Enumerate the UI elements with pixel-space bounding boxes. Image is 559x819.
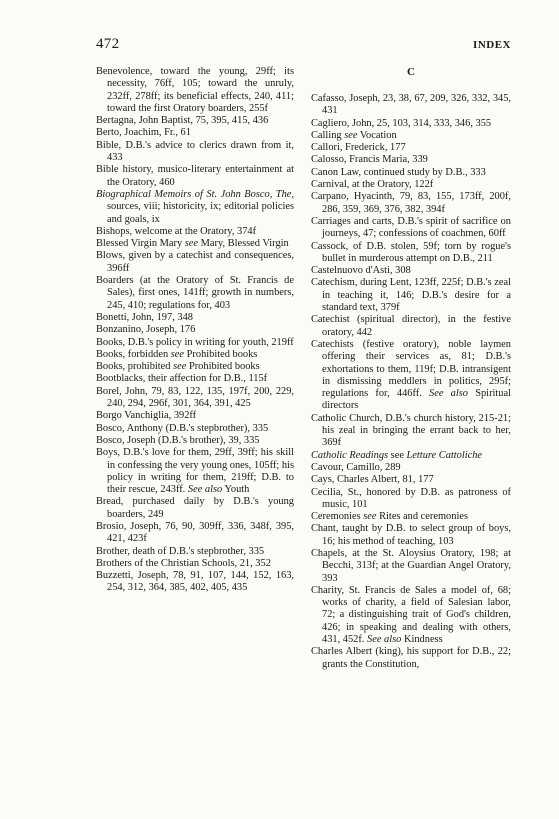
index-entry: Bishops, welcome at the Oratory, 374f — [96, 225, 257, 237]
index-entry: Cagliero, John, 25, 103, 314, 333, 346, 355 — [311, 117, 492, 129]
index-entry: Berto, Joachim, Fr., 61 — [96, 127, 191, 139]
index-column-left — [96, 66, 294, 595]
index-column-right — [311, 66, 511, 671]
index-entry: Bosco, Joseph (D.B.'s brother), 39, 335 — [96, 434, 260, 446]
page-number: 472 — [96, 36, 120, 52]
index-entry: Calosso, Francis Maria, 339 — [311, 154, 428, 166]
index-entry: Cafasso, Joseph, 23, 38, 67, 209, 326, 332, 345, 431 — [311, 93, 511, 117]
index-entry: Biographical Memoirs of St. John Bosco, The, sources, viii; historicity, ix; editorial policies and goals, ix — [96, 188, 294, 225]
index-entry: Callori, Frederick, 177 — [311, 142, 406, 154]
index-entry: Bible history, musico-literary entertainment at the Oratory, 460 — [96, 164, 294, 188]
index-entry: Bonetti, John, 197, 348 — [96, 311, 193, 323]
section-entries — [311, 93, 511, 671]
index-entry: Bible, D.B.'s advice to clerics drawn from it, 433 — [96, 139, 294, 164]
index-entry: Bertagna, John Baptist, 75, 395, 415, 436 — [96, 115, 269, 127]
index-entry: Bonzanino, Joseph, 176 — [96, 324, 196, 336]
index-entry: Charles Albert (king), his support for D.B., 22; grants the Constitution, — [311, 646, 511, 670]
index-entry: Books, D.B.'s policy in writing for youth, 219ff — [96, 336, 294, 348]
index-entry: Catechist (spiritual director), in the festive oratory, 442 — [311, 314, 511, 338]
index-entry: Bread, purchased daily by D.B.'s young boarders, 249 — [96, 496, 294, 520]
index-entry: Benevolence, toward the young, 29ff; its necessity, 76ff, 105; toward the unruly, 232ff, 278ff; its beneficial effects, 240, 411; toward the first Oratory boarders, 255f — [96, 66, 294, 114]
index-entry: Bosco, Anthony (D.B.'s stepbrother), 335 — [96, 422, 269, 434]
index-entry: Catechism, during Lent, 123ff, 225f; D.B.'s zeal in teaching it, 146; D.B.'s desire for a standard text, 379f — [311, 277, 511, 314]
index-entry: Ceremonies see Rites and ceremonies — [311, 511, 468, 523]
section-letter: C — [407, 66, 415, 78]
index-entry: Boys, D.B.'s love for them, 29ff, 39ff; his skill in confessing the very young ones, 105ff; his policy in writing for them, 219ff; D.B. to their rescue, 243ff. See also Youth — [96, 447, 294, 496]
index-entry: Canon Law, continued study by D.B., 333 — [311, 166, 486, 178]
index-entry: Carnival, at the Oratory, 122f — [311, 179, 434, 191]
index-entry: Cays, Charles Albert, 81, 177 — [311, 474, 434, 486]
index-entry: Cecilia, St., honored by D.B. as patroness of music, 101 — [311, 486, 511, 510]
index-entry: Cassock, of D.B. stolen, 59f; torn by rogue's bullet in murderous attempt on D.B., 211 — [311, 240, 511, 264]
index-entry: Brothers of the Christian Schools, 21, 352 — [96, 557, 271, 569]
index-entry: Castelnuovo d'Asti, 308 — [311, 265, 411, 277]
index-entry: Boarders (at the Oratory of St. Francis de Sales), first ones, 141ff; growth in numbers, 245, 410; regulations for, 403 — [96, 275, 294, 311]
index-entry: Bootblacks, their affection for D.B., 115f — [96, 373, 268, 385]
index-entry: Borel, John, 79, 83, 122, 135, 197f, 200, 229, 240, 294, 296f, 301, 364, 391, 425 — [96, 385, 294, 410]
index-entry: Carpano, Hyacinth, 79, 83, 155, 173ff, 200f, 286, 359, 369, 376, 382, 394f — [311, 191, 511, 215]
index-entry: Blessed Virgin Mary see Mary, Blessed Virgin — [96, 238, 289, 250]
index-entry: Books, prohibited see Prohibited books — [96, 361, 260, 373]
index-entry: Catechists (festive oratory), noble laymen offering their services as, 81; D.B.'s exhortations to them, 119f; D.B. intransigent in dismissing meddlers in politics, 295f; regulations for, 446ff. See also Spiritual directors — [311, 338, 512, 412]
index-entry: Borgo Vanchiglia, 392ff — [96, 410, 197, 422]
index-entry: Brother, death of D.B.'s stepbrother, 335 — [96, 545, 265, 557]
index-entry: Calling see Vocation — [311, 129, 397, 141]
index-entry: Brosio, Joseph, 76, 90, 309ff, 336, 348f, 395, 421, 423f — [96, 520, 294, 545]
running-head: INDEX — [473, 39, 511, 51]
index-entry: Buzzetti, Joseph, 78, 91, 107, 144, 152, 163, 254, 312, 364, 385, 402, 405, 435 — [96, 570, 294, 594]
index-entry: Books, forbidden see Prohibited books — [96, 348, 258, 360]
index-entry: Carriages and carts, D.B.'s spirit of sacrifice on journeys, 47; confessions of coachmen, 60ff — [311, 215, 511, 240]
index-entry: Chant, taught by D.B. to select group of boys, 16; his method of teaching, 103 — [311, 523, 511, 547]
index-entry: Catholic Church, D.B.'s church history, 215-21; his zeal in bringing the errant back to her, 369f — [311, 412, 511, 449]
index-entry: Catholic Readings see Letture Cattoliche — [311, 449, 483, 461]
index-entry: Chapels, at the St. Aloysius Oratory, 198; at Becchi, 313f; at the Guardian Angel Oratory, 393 — [311, 547, 511, 584]
index-entry: Cavour, Camillo, 289 — [311, 461, 401, 473]
index-entry: Charity, St. Francis de Sales a model of, 68; works of charity, a field of Salesian labor, 72; a distinguishing trait of God's children, 426; in speaking and dealing with others, 431, 452f. See also Kindness — [311, 584, 511, 646]
index-entry: Blows, given by a catechist and consequences, 396ff — [96, 250, 294, 274]
